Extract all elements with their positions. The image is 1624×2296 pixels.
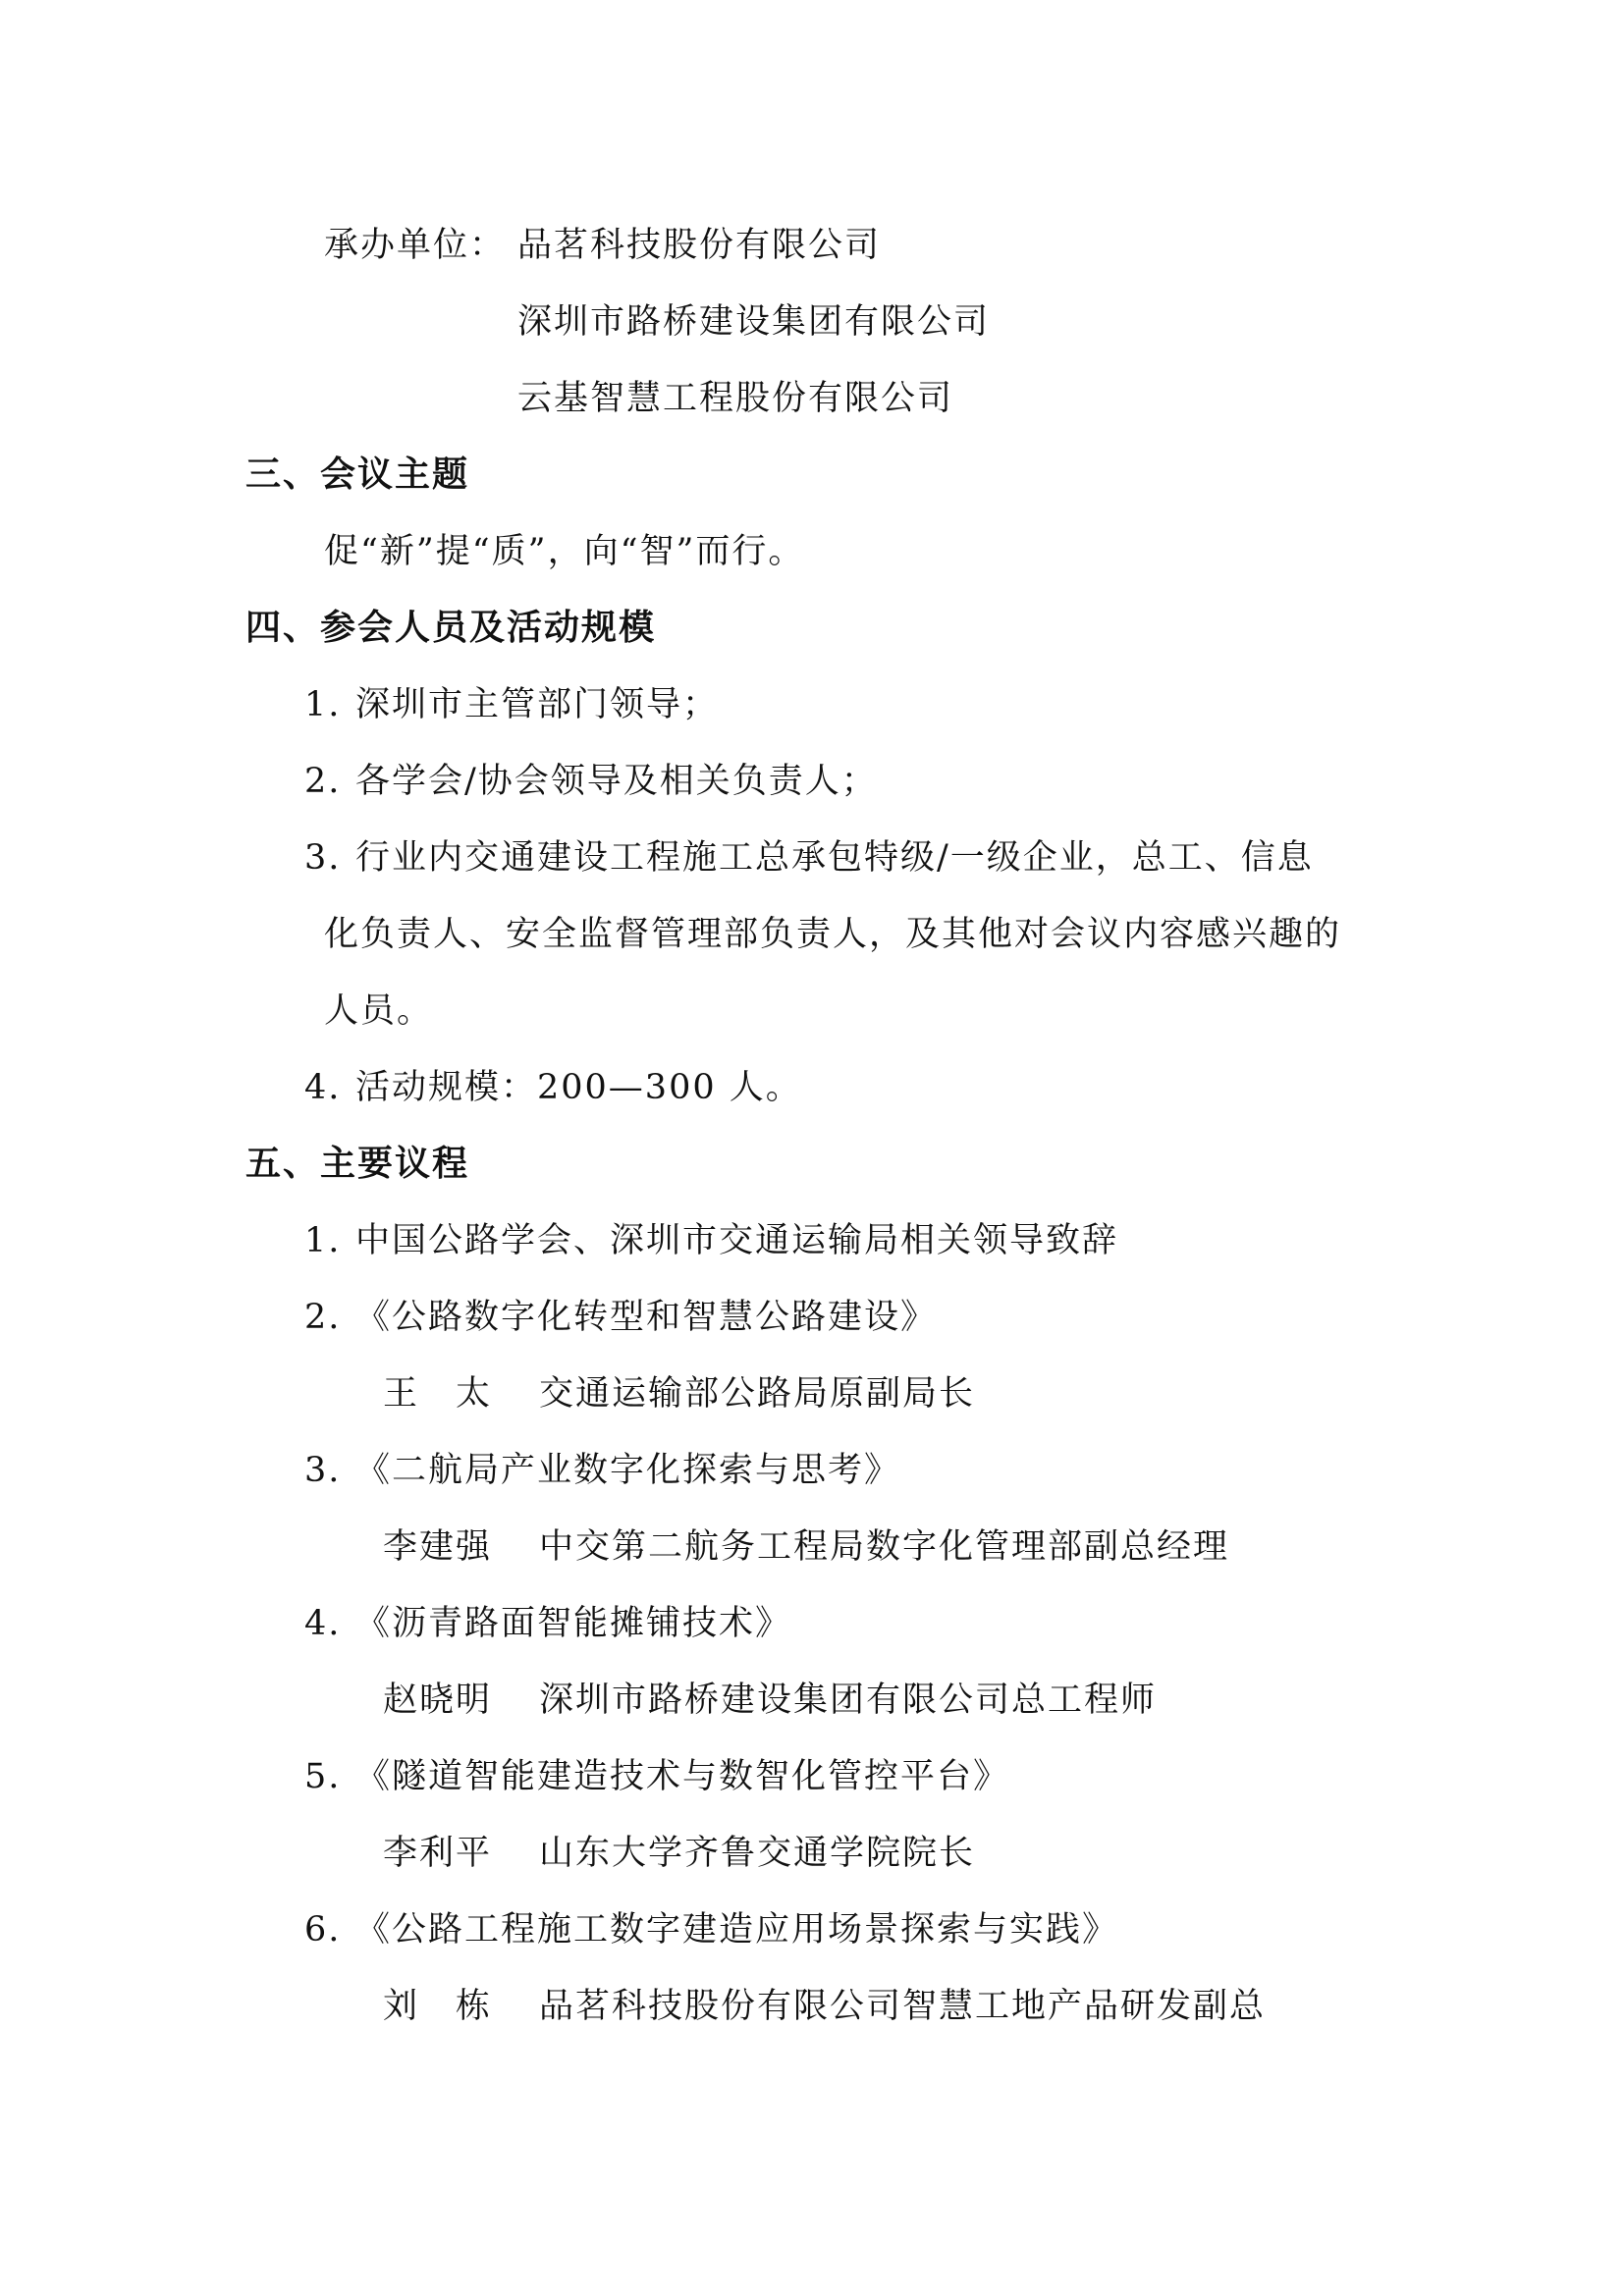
organizer-name: 云基智慧工程股份有限公司 (517, 379, 954, 418)
agenda-title: 中国公路学会、深圳市交通运输局相关领导致辞 (355, 1221, 1119, 1260)
agenda-item (304, 1219, 1118, 1262)
list-text: 各学会/协会领导及相关负责人； (355, 762, 878, 801)
speaker-role: 中交第二航务工程局数字化管理部副总经理 (539, 1527, 1230, 1567)
agenda-speaker-line (383, 1832, 975, 1875)
speaker-role: 品茗科技股份有限公司智慧工地产品研发副总 (539, 1987, 1267, 2026)
list-number: 2. (304, 762, 342, 801)
agenda-title: 《二航局产业数字化探索与思考》 (355, 1451, 901, 1490)
list-number: 4. (304, 1068, 342, 1107)
agenda-item (304, 1908, 1118, 1951)
list-item (304, 683, 719, 726)
speaker-role: 山东大学齐鲁交通学院院长 (539, 1834, 976, 1873)
organizer-name: 深圳市路桥建设集团有限公司 (517, 302, 991, 342)
speaker-name: 李利平 (383, 1834, 493, 1873)
list-number: 3. (304, 838, 342, 878)
agenda-number: 2. (304, 1298, 342, 1337)
list-item (304, 1066, 802, 1109)
agenda-title: 《公路工程施工数字建造应用场景探索与实践》 (355, 1910, 1119, 1949)
agenda-number: 3. (304, 1451, 342, 1490)
agenda-number: 5. (304, 1757, 342, 1796)
section-heading-participants: 四、参会人员及活动规模 (245, 608, 657, 648)
list-item (304, 836, 1314, 880)
list-text: 活动规模：200—300 人。 (355, 1068, 802, 1107)
agenda-speaker-line (383, 1679, 1157, 1722)
list-text: 行业内交通建设工程施工总承包特级/一级企业，总工、信息 (355, 838, 1314, 878)
list-text: 深圳市主管部门领导； (355, 685, 720, 724)
agenda-item (304, 1602, 791, 1645)
speaker-role: 交通运输部公路局原副局长 (539, 1374, 976, 1414)
agenda-speaker-line (383, 1525, 1229, 1569)
agenda-number: 1. (304, 1221, 342, 1260)
agenda-title: 《隧道智能建造技术与数智化管控平台》 (355, 1757, 1010, 1796)
agenda-number: 4. (304, 1604, 342, 1643)
speaker-name: 李建强 (383, 1527, 493, 1567)
organizer-line-1 (324, 224, 881, 267)
agenda-speaker-line (383, 1372, 975, 1415)
agenda-title: 《公路数字化转型和智慧公路建设》 (355, 1298, 938, 1337)
agenda-number: 6. (304, 1910, 342, 1949)
agenda-item (304, 1755, 1009, 1798)
organizer-name: 品茗科技股份有限公司 (517, 226, 882, 265)
list-text-continued: 人员。 (324, 991, 434, 1031)
speaker-name: 刘 栋 (383, 1987, 493, 2026)
theme-text: 促“新”提“质”，向“智”而行。 (324, 532, 805, 571)
agenda-item (304, 1449, 900, 1492)
agenda-title: 《沥青路面智能摊铺技术》 (355, 1604, 792, 1643)
speaker-name: 赵晓明 (383, 1681, 493, 1720)
section-heading-agenda: 五、主要议程 (245, 1144, 470, 1184)
list-text-continued: 化负责人、安全监督管理部负责人，及其他对会议内容感兴趣的 (324, 915, 1342, 954)
list-item (304, 760, 878, 803)
list-number: 1. (304, 685, 342, 724)
agenda-item (304, 1296, 937, 1339)
speaker-name: 王 太 (383, 1374, 493, 1414)
section-heading-theme: 三、会议主题 (245, 454, 470, 495)
agenda-speaker-line (383, 1985, 1266, 2028)
speaker-role: 深圳市路桥建设集团有限公司总工程师 (539, 1681, 1158, 1720)
organizer-label: 承办单位： (324, 226, 507, 265)
